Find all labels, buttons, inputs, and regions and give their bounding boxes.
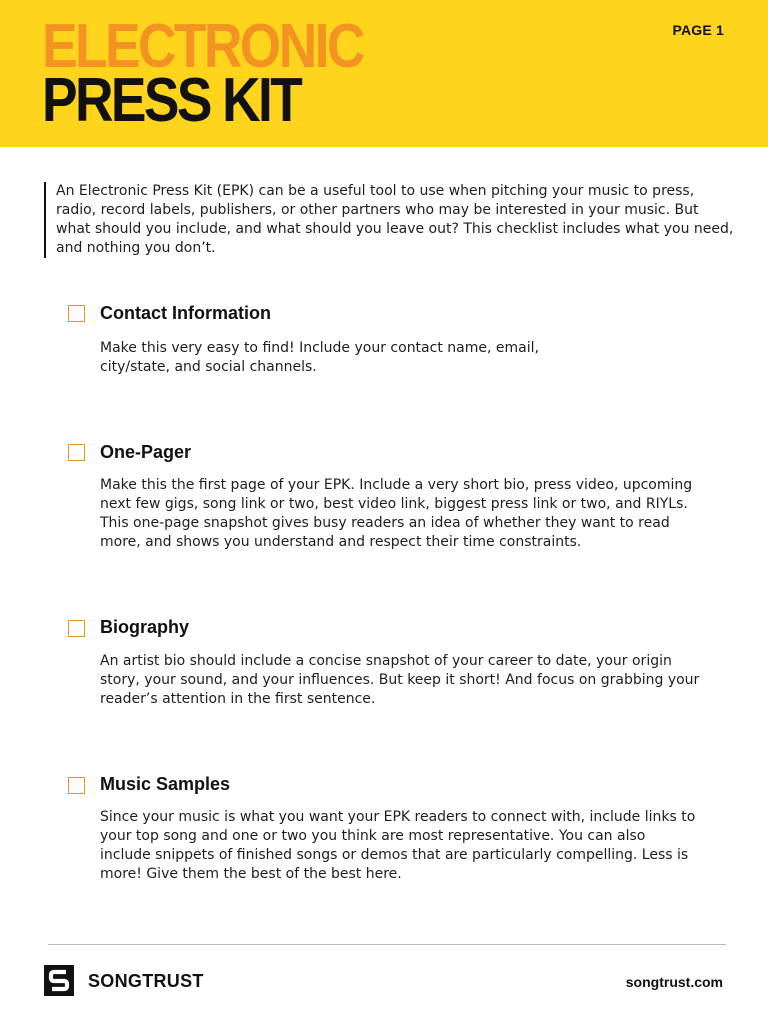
intro-text: An Electronic Press Kit (EPK) can be a useful tool to use when pitching your music to press, radio, record labels, publishers, or other partners who may be interested in your music. But what should you include, and what should you leave out? This checklist includes what you need, and nothing you don’t. (56, 183, 734, 256)
header-banner (0, 0, 768, 147)
checklist-item-title: Contact Information (100, 303, 271, 323)
songtrust-logo-icon (44, 965, 74, 996)
checklist-item-title: Biography (100, 617, 190, 637)
footer-divider (48, 944, 726, 945)
checklist-item-title: One-Pager (100, 442, 192, 462)
checklist-item-body: Since your music is what you want your EPK readers to connect with, include links to your top song and one or two you think are most representative. You can also include snippets of finished songs or demos that are particularly compelling. Less is more! Give them the best of the best here. (100, 809, 696, 882)
title-press-kit: PRESS KIT (42, 66, 301, 135)
checkbox-icon[interactable] (68, 444, 85, 461)
checkbox-icon[interactable] (68, 305, 85, 322)
checklist-item-title: Music Samples (100, 774, 231, 794)
checklist-item-body: Make this the first page of your EPK. Include a very short bio, press video, upcoming next few gigs, song link or two, best video link, biggest press link or two, and RIYLs. This one-page snapshot gives busy readers an idea of whether they want to read more, and shows you understand and respect their time constraints. (100, 477, 693, 550)
intro-callout (44, 182, 736, 258)
checklist-item-body: An artist bio should include a concise snapshot of your career to date, your origin story, your sound, and your influences. But keep it short! And focus on grabbing your reader’s attention in the first sentence. (100, 653, 700, 707)
brand-name: SONGTRUST (88, 971, 204, 991)
website-link[interactable]: songtrust.com (625, 974, 723, 990)
page-number: PAGE 1 (672, 22, 724, 38)
title-electronic: ELECTRONIC (42, 12, 363, 81)
checkbox-icon[interactable] (68, 777, 85, 794)
checkbox-icon[interactable] (68, 620, 85, 637)
checklist-item-body: Make this very easy to find! Include your contact name, email, city/state, and social channels. (100, 340, 539, 375)
